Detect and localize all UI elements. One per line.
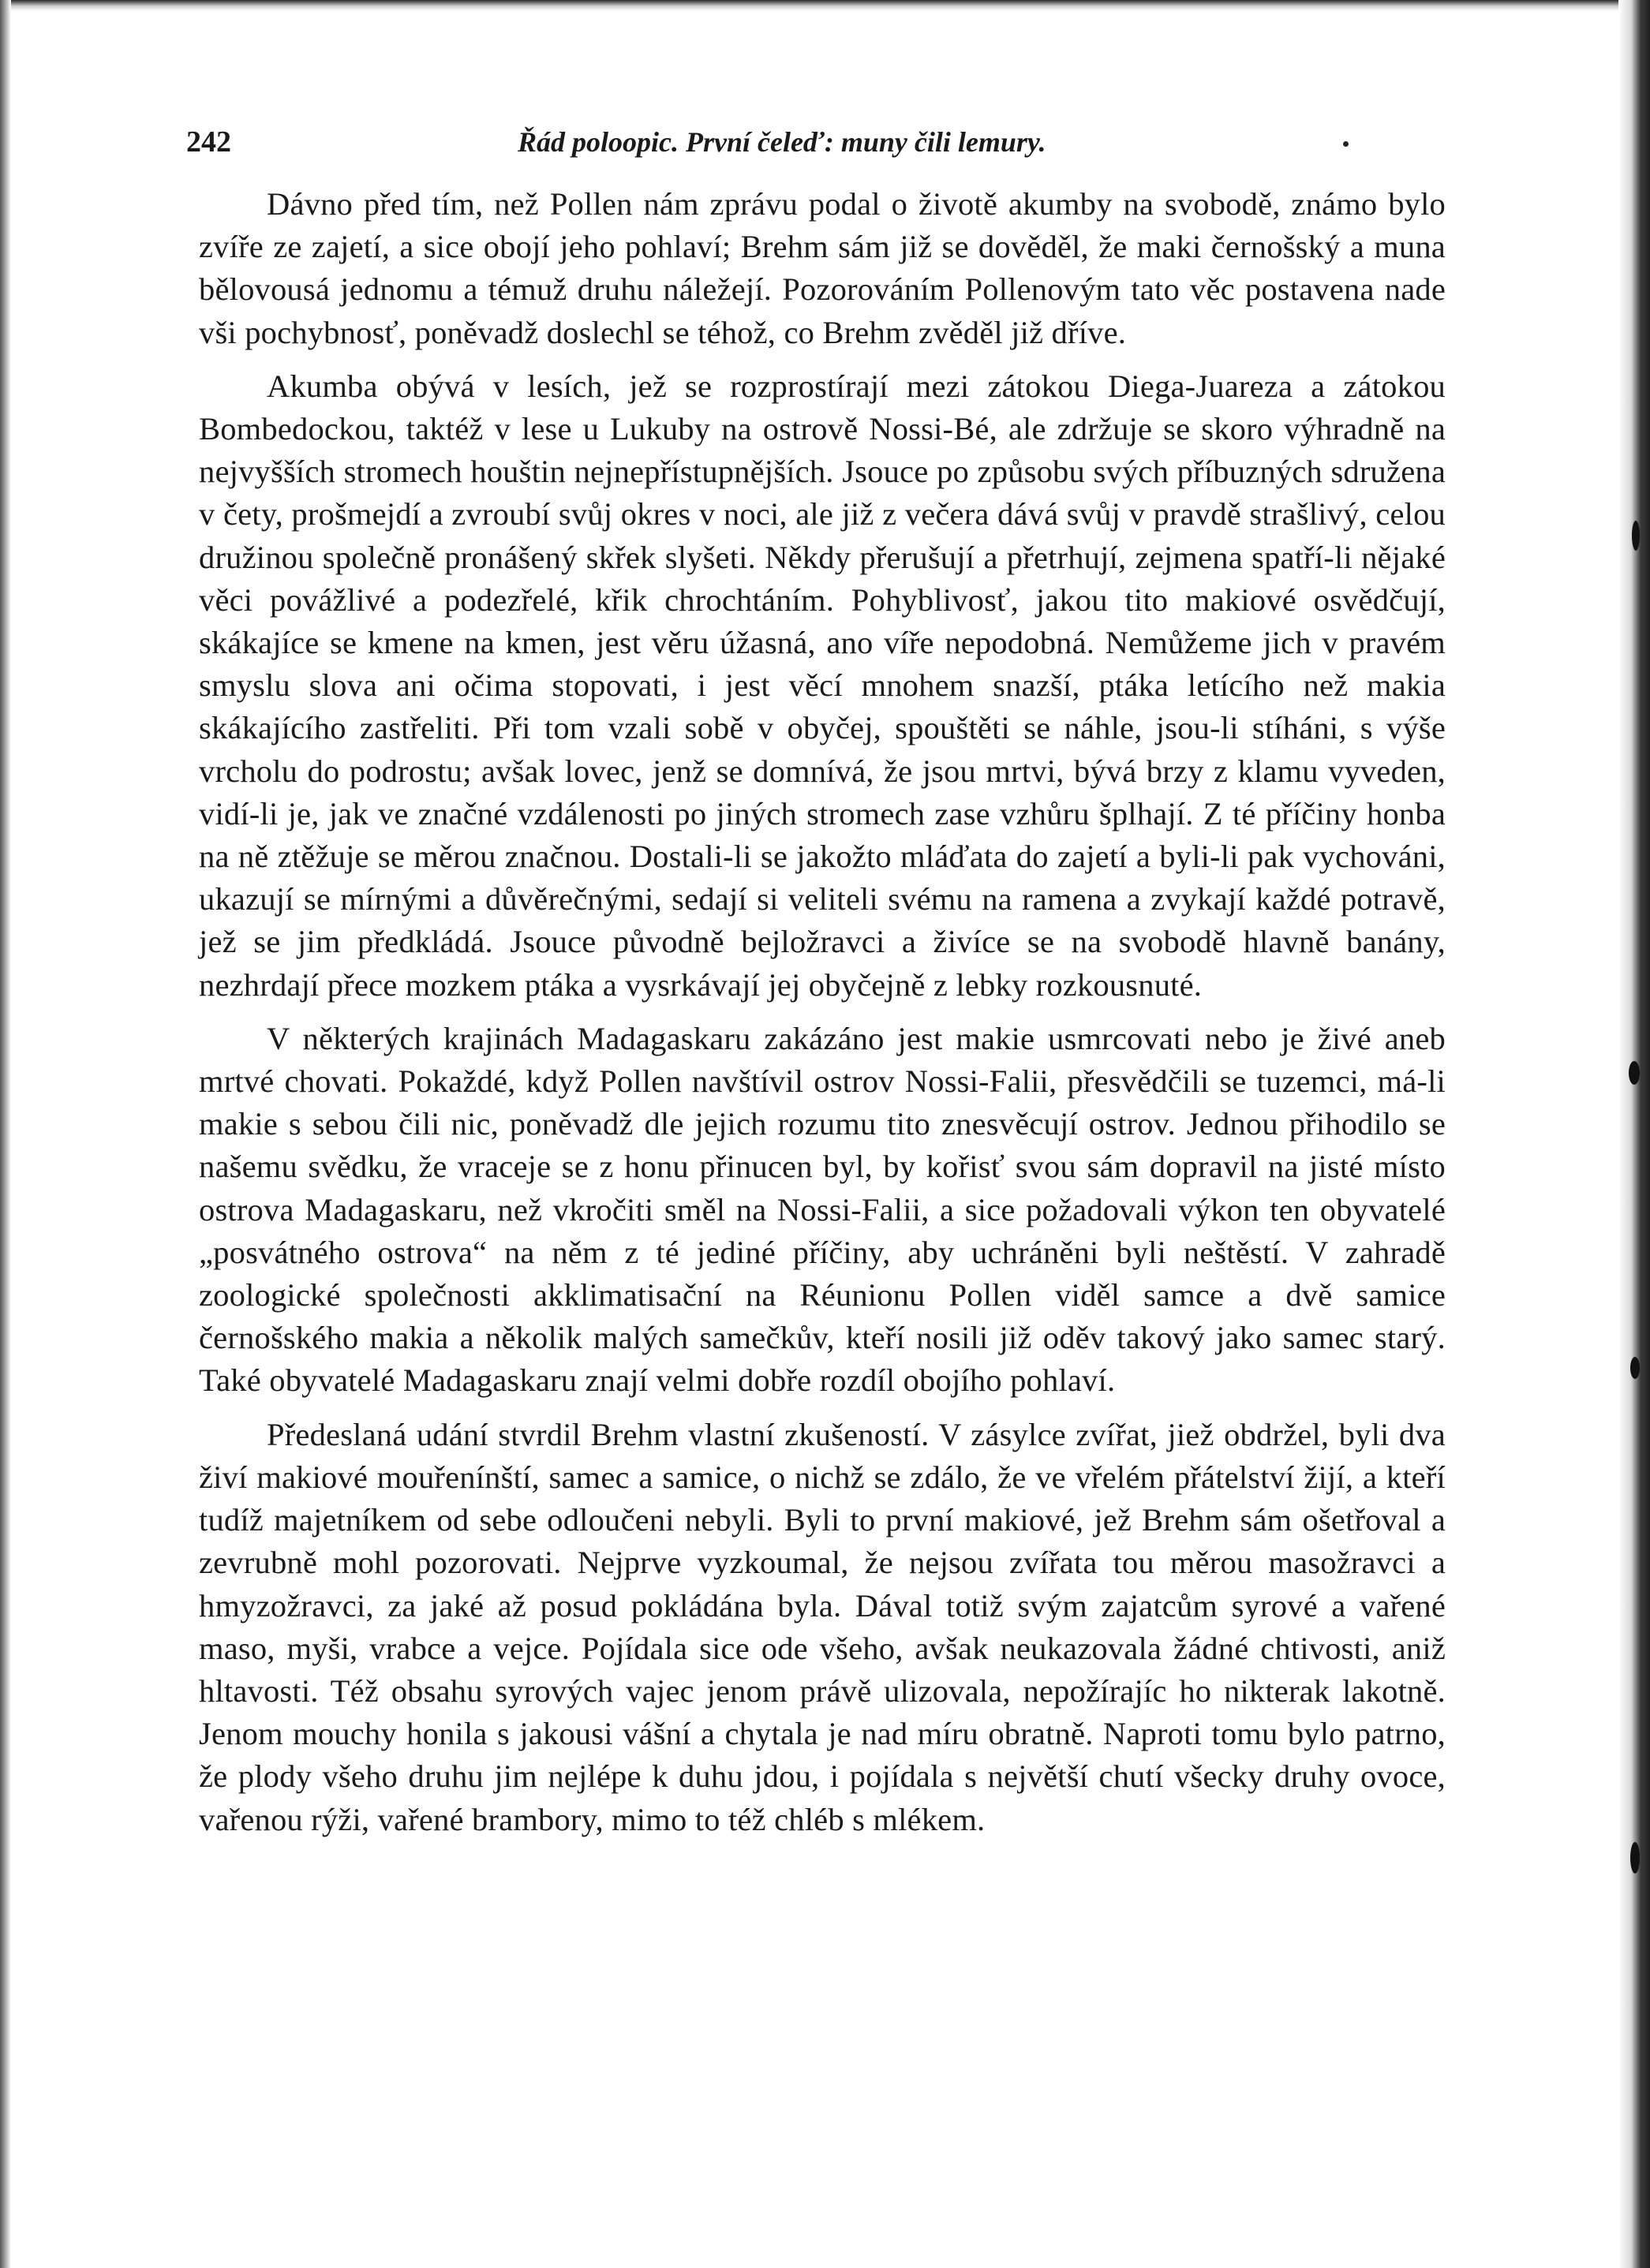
scan-speck bbox=[1629, 1061, 1640, 1085]
scan-edge-right bbox=[1618, 0, 1650, 2268]
page-number: 242 bbox=[186, 125, 231, 159]
paragraph-4: Předeslaná udání stvrdil Brehm vlastní zkušeností. V zásylce zvířat, jiež obdržel, byli dva živí makiové mouřenínští, samec a samice, o nichž se zdálo, že ve vřelém přátelství žijí, a kteří tudíž majetníkem od sebe odloučeni nebyli. Byli to první makiové, jež Brehm sám ošetřoval a zevrubně mohl pozorovati. Nejprve vyzkoumal, že nejsou zvířata tou měrou masožravci a hmyzožravci, za jaké až posud pokládána byla. Dával totiž svým zajatcům syrové a vařené maso, myši, vrabce a vejce. Pojídala sice ode všeho, avšak neukazovala žádné chtivosti, aniž hltavosti. Též obsahu syrových vajec jenom právě ulizovala, nepožírajíc ho nikterak lakotně. Jenom mouchy honila s jakousi vášní a chytala je nad míru obratně. Naproti tomu bylo patrno, že plody všeho druhu jim nejlépe k duhu jdou, i pojídala s největší chutí všecky druhy ovoce, vařenou rýži, vařené brambory, mimo to též chléb s mlékem. bbox=[199, 1416, 1446, 1837]
scan-edge-left bbox=[0, 0, 11, 2268]
paragraph-3: V některých krajinách Madagaskaru zakázáno jest makie usmrcovati nebo je živé aneb mrtvé chovati. Pokaždé, když Pollen navštívil ostrov Nossi-Falii, přesvědčili se tuzemci, má-li makie s sebou čili nic, poněvadž dle jejich rozumu tito znesvěcují ostrov. Jednou přihodilo se našemu svědku, že vraceje se z honu přinucen byl, by kořisť svou sám dopravil na jisté místo ostrova Madagaskaru, než vkročiti směl na Nossi-Falii, a sice požadovali výkon ten obyvatelé „posvátného ostrova“ na něm z té jediné příčiny, aby uchráněni byli neštěstí. V zahradě zoologické společnosti akklimatisační na Réunionu Pollen viděl samce a dvě samice černošského makia a několik malých samečkův, kteří nosili již oděv takový jako samec starý. Také obyvatelé Madagaskaru znají velmi dobře rozdíl obojího pohlaví. bbox=[199, 1020, 1446, 1399]
body-text bbox=[199, 183, 1446, 1852]
page-header bbox=[186, 118, 1433, 166]
scan-speck bbox=[1632, 521, 1640, 551]
header-dot bbox=[1343, 141, 1349, 147]
scan-edge-top bbox=[0, 0, 1650, 11]
scan-speck bbox=[1630, 1357, 1640, 1379]
paragraph-2: Akumba obývá v lesích, jež se rozprostírají mezi zátokou Diega-Juareza a zátokou Bombedockou, taktéž v lese u Lukuby na ostrově Nossi-Bé, ale zdržuje se skoro výhradně na nejvyšších stromech houštin nejnepřístupnějších. Jsouce po způsobu svých příbuzných sdružena v čety, prošmejdí a zvroubí svůj okres v noci, ale již z večera dává svůj v pravdě strašlivý, celou družinou společně pronášený skřek slyšeti. Někdy přerušují a přetrhují, zejmena spatří-li nějaké věci povážlivé a podezřelé, křik chrochtáním. Pohyblivosť, jakou tito makiové osvědčují, skákajíce se kmene na kmen, jest věru úžasná, ano víře nepodobná. Nemůžeme jich v pravém smyslu slova ani očima stopovati, i jest věcí mnohem snazší, ptáka letícího než makia skákajícího zastřeliti. Při tom vzali sobě v obyčej, spouštěti se náhle, jsou-li stíháni, s výše vrcholu do podrostu; avšak lovec, jenž se domnívá, že jsou mrtvi, bývá brzy z klamu vyveden, vidí-li je, jak ve značné vzdálenosti po jiných stromech zase vzhůru šplhají. Z té příčiny honba na ně ztěžuje se měrou značnou. Dostali-li se jakožto mláďata do zajetí a byli-li pak vychováni, ukazují se mírnými a důvěrečnými, sedají si veliteli svému na ramena a zvykají každé potravě, jež se jim předkládá. Jsouce původně bejložravci a živíce se na svobodě hlavně banány, nezhrdají přece mozkem ptáka a vysrkávají jej obyčejně z lebky rozkousnuté. bbox=[199, 368, 1446, 1003]
paragraph-1: Dávno před tím, než Pollen nám zprávu podal o životě akumby na svobodě, známo bylo zvíře ze zajetí, a sice obojí jeho pohlaví; Brehm sám již se dověděl, že maki černošský a muna bělovousá jednomu a témuž druhu náležejí. Pozorováním Pollenovým tato věc postavena nade vši pochybnosť, poněvadž doslechl se téhož, co Brehm zvěděl již dříve. bbox=[199, 186, 1446, 350]
scan-speck bbox=[1630, 1842, 1640, 1874]
running-head: Řád poloopic. První čeleď: muny čili lemury. bbox=[518, 126, 1046, 158]
